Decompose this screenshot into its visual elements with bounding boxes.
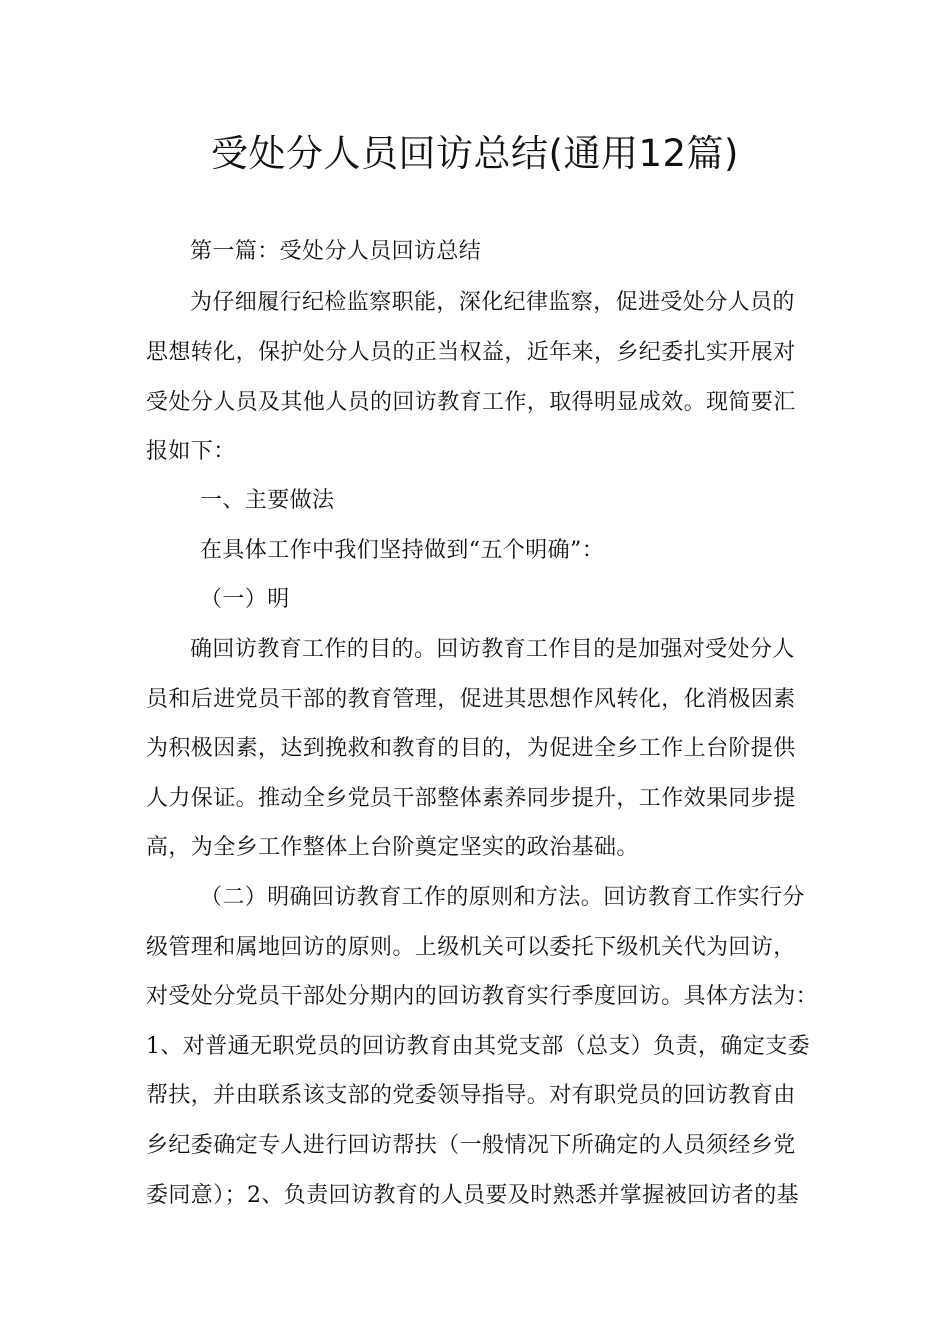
section-heading: 第一篇：受处分人员回访总结 bbox=[190, 239, 482, 264]
paragraph-line: 乡纪委确定专人进行回访帮扶（一般情况下所确定的人员须经乡党 bbox=[146, 1133, 796, 1158]
paragraph-line: 委同意）；2、负责回访教育的人员要及时熟悉并掌握被回访者的基 bbox=[146, 1183, 799, 1208]
paragraph-line: 思想转化，保护处分人员的正当权益，近年来，乡纪委扎实开展对 bbox=[146, 340, 796, 365]
paragraph-line: 级管理和属地回访的原则。上级机关可以委托下级机关代为回访， bbox=[146, 935, 796, 960]
paragraph-line: 为积极因素，达到挽救和教育的目的，为促进全乡工作上台阶提供 bbox=[146, 736, 796, 761]
paragraph-line: 1、对普通无职党员的回访教育由其党支部（总支）负责，确定支委 bbox=[146, 1034, 810, 1059]
document-title: 受处分人员回访总结(通用12篇) bbox=[211, 132, 739, 175]
paragraph-line: 在具体工作中我们坚持做到“五个明确”： bbox=[200, 538, 605, 563]
paragraph-line: 员和后进党员干部的教育管理，促进其思想作风转化，化消极因素 bbox=[146, 687, 796, 712]
paragraph-line: 报如下： bbox=[146, 439, 236, 464]
paragraph-line: 人力保证。推动全乡党员干部整体素养同步提升，工作效果同步提 bbox=[146, 786, 796, 811]
subheading: 一、主要做法 bbox=[200, 488, 335, 513]
paragraph-line: 为仔细履行纪检监察职能，深化纪律监察，促进受处分人员的 bbox=[190, 290, 795, 315]
paragraph-line: 高，为全乡工作整体上台阶奠定坚实的政治基础。 bbox=[146, 835, 639, 860]
paragraph-line: （二）明确回访教育工作的原则和方法。回访教育工作实行分 bbox=[200, 885, 805, 910]
paragraph-line: 帮扶，并由联系该支部的党委领导指导。对有职党员的回访教育由 bbox=[146, 1083, 796, 1108]
paragraph-line: 对受处分党员干部处分期内的回访教育实行季度回访。具体方法为： bbox=[146, 984, 819, 1009]
paragraph-line: 确回访教育工作的目的。回访教育工作目的是加强对受处分人 bbox=[190, 637, 795, 662]
paragraph-line: 受处分人员及其他人员的回访教育工作，取得明显成效。现简要汇 bbox=[146, 390, 796, 415]
subheading: （一）明 bbox=[200, 587, 290, 612]
